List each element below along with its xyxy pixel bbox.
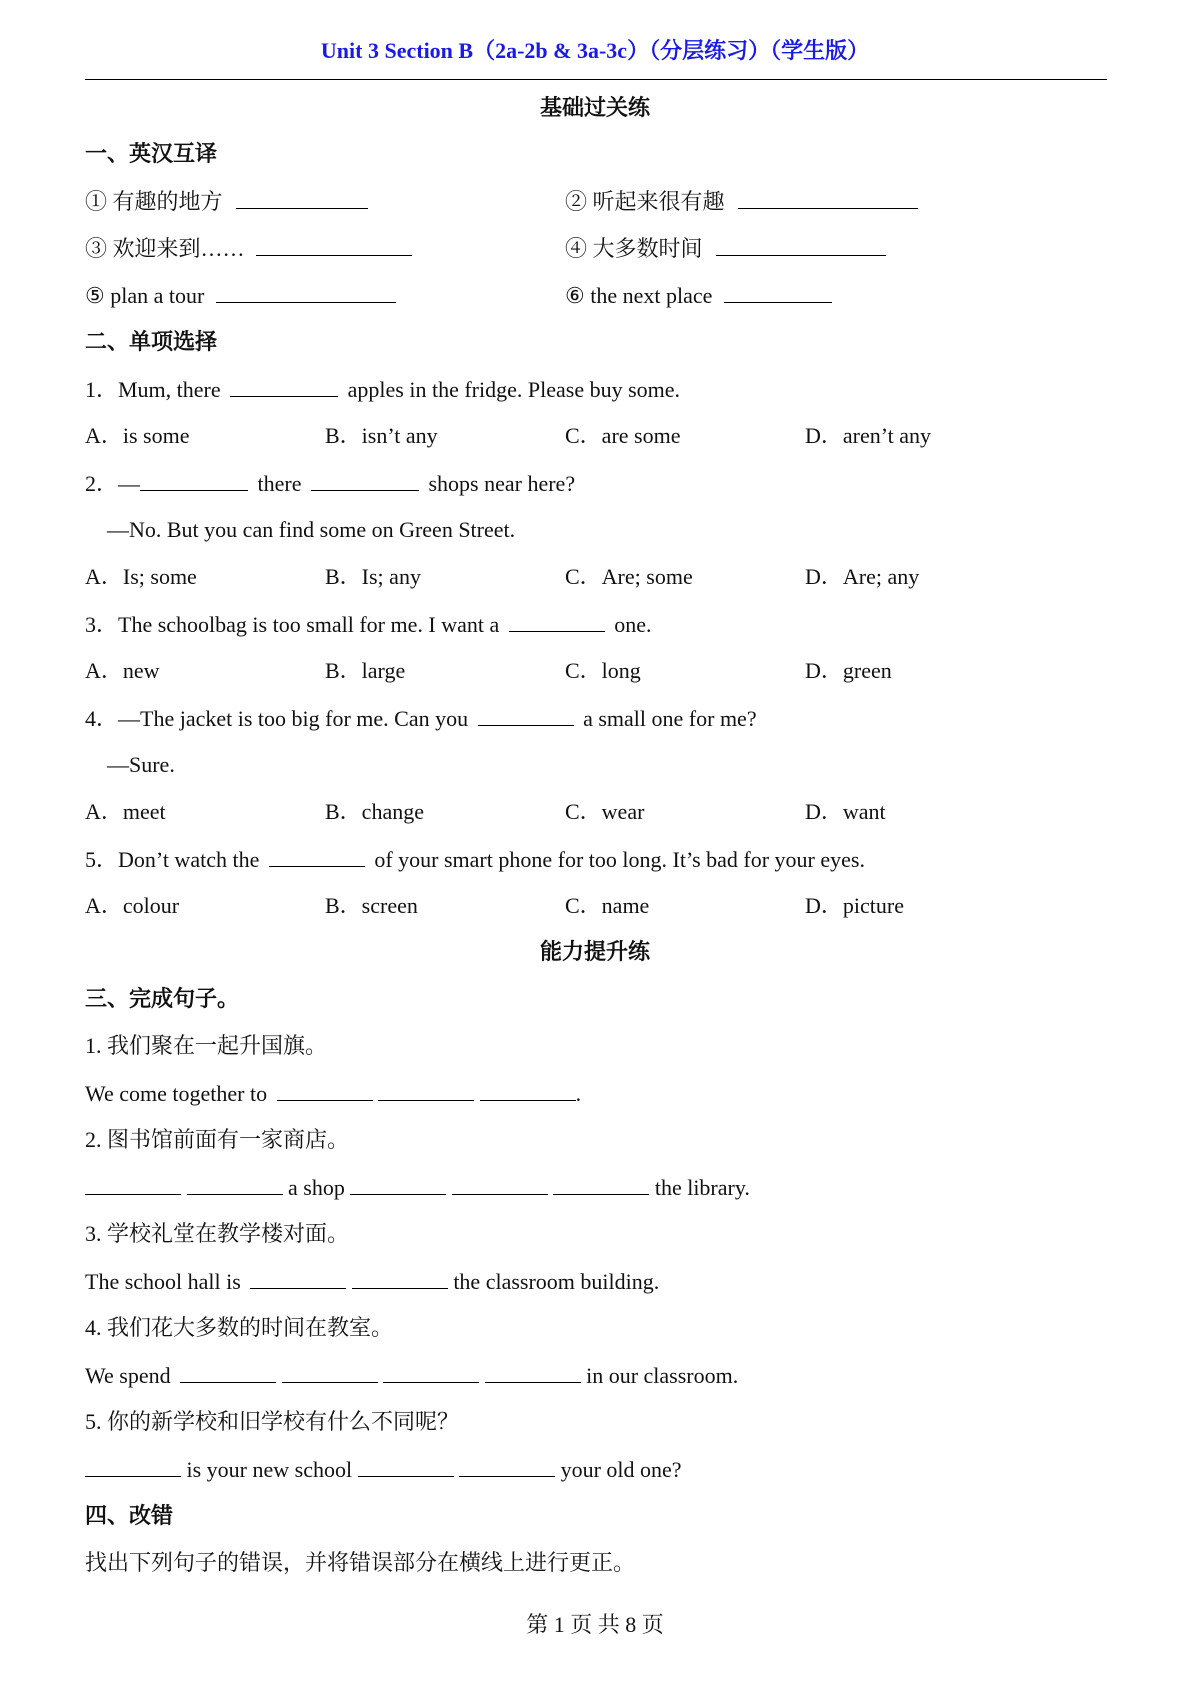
q2-option-b[interactable]: B．Is; any xyxy=(325,564,421,589)
document-title: Unit 3 Section B（2a-2b & 3a-3c）（分层练习）（学生版） xyxy=(320,38,870,63)
answer-blank[interactable] xyxy=(352,1266,448,1289)
sentence-1-english: We come together to . xyxy=(85,1078,581,1109)
header-divider xyxy=(85,79,1107,80)
q2-option-d[interactable]: D．Are; any xyxy=(805,564,920,589)
answer-blank[interactable] xyxy=(724,280,832,303)
answer-blank[interactable] xyxy=(383,1360,479,1383)
q5-option-d[interactable]: D．picture xyxy=(805,893,904,918)
q1-option-b[interactable]: B．isn’t any xyxy=(325,423,438,448)
section4-instruction: 找出下列句子的错误，并将错误部分在横线上进行更正。 xyxy=(85,1550,636,1575)
answer-blank[interactable] xyxy=(250,1266,346,1289)
sentence-4-english: We spend in our classroom. xyxy=(85,1360,738,1391)
answer-blank[interactable] xyxy=(452,1172,548,1195)
answer-blank[interactable] xyxy=(277,1078,373,1101)
sentence-2-english: a shop the library. xyxy=(85,1172,750,1203)
answer-blank[interactable] xyxy=(378,1078,474,1101)
answer-blank[interactable] xyxy=(485,1360,581,1383)
answer-blank[interactable] xyxy=(256,233,412,256)
answer-blank[interactable] xyxy=(216,280,396,303)
q5-option-a[interactable]: A．colour xyxy=(85,893,180,918)
translation-item-2: ② 听起来很有趣 xyxy=(565,186,918,217)
q3-option-a[interactable]: A．new xyxy=(85,658,160,683)
answer-blank[interactable] xyxy=(358,1454,454,1477)
q3-option-c[interactable]: C．long xyxy=(565,658,641,683)
q2-option-c[interactable]: C．Are; some xyxy=(565,564,693,589)
answer-blank[interactable] xyxy=(140,468,248,491)
answer-blank[interactable] xyxy=(180,1360,276,1383)
answer-blank[interactable] xyxy=(311,468,419,491)
answer-blank[interactable] xyxy=(85,1172,181,1195)
page-number: 第 1 页 共 8 页 xyxy=(526,1612,664,1637)
sentence-1-chinese: 1. 我们聚在一起升国旗。 xyxy=(85,1033,328,1058)
sentence-3-english: The school hall is the classroom building. xyxy=(85,1266,659,1297)
part-heading-advanced: 能力提升练 xyxy=(539,939,650,964)
translation-item-6: ⑥ the next place xyxy=(565,280,832,311)
q1-option-c[interactable]: C．are some xyxy=(565,423,681,448)
answer-blank[interactable] xyxy=(350,1172,446,1195)
section2-title: 二、单项选择 xyxy=(85,329,218,354)
sentence-2-chinese: 2. 图书馆前面有一家商店。 xyxy=(85,1127,350,1152)
q4-option-d[interactable]: D．want xyxy=(805,799,886,824)
q4-option-a[interactable]: A．meet xyxy=(85,799,166,824)
q3-option-d[interactable]: D．green xyxy=(805,658,892,683)
section1-title: 一、英汉互译 xyxy=(85,141,218,166)
section4-title: 四、改错 xyxy=(85,1503,174,1528)
q1-option-a[interactable]: A．is some xyxy=(85,423,190,448)
q1-option-d[interactable]: D．aren’t any xyxy=(805,423,932,448)
answer-blank[interactable] xyxy=(85,1454,181,1477)
answer-blank[interactable] xyxy=(553,1172,649,1195)
part-heading-basic: 基础过关练 xyxy=(539,95,650,120)
answer-blank[interactable] xyxy=(230,374,338,397)
translation-item-1: ① 有趣的地方 xyxy=(85,186,368,217)
q2-option-a[interactable]: A．Is; some xyxy=(85,564,197,589)
answer-blank[interactable] xyxy=(716,233,886,256)
question-2: 2．— there shops near here? xyxy=(85,468,575,499)
answer-blank[interactable] xyxy=(480,1078,576,1101)
q4-option-b[interactable]: B．change xyxy=(325,799,424,824)
sentence-4-chinese: 4. 我们花大多数的时间在教室。 xyxy=(85,1315,394,1340)
answer-blank[interactable] xyxy=(236,186,368,209)
section3-title: 三、完成句子。 xyxy=(85,986,240,1011)
sentence-3-chinese: 3. 学校礼堂在教学楼对面。 xyxy=(85,1221,350,1246)
sentence-5-english: is your new school your old one? xyxy=(85,1454,682,1485)
q4-option-c[interactable]: C．wear xyxy=(565,799,645,824)
translation-item-3: ③ 欢迎来到…… xyxy=(85,233,412,264)
answer-blank[interactable] xyxy=(478,703,574,726)
question-3: 3．The schoolbag is too small for me. I want a one. xyxy=(85,609,652,640)
question-5: 5．Don’t watch the of your smart phone for too long. It’s bad for your eyes. xyxy=(85,844,865,875)
q5-option-c[interactable]: C．name xyxy=(565,893,650,918)
question-4: 4．—The jacket is too big for me. Can you a small one for me? xyxy=(85,703,757,734)
q5-option-b[interactable]: B．screen xyxy=(325,893,418,918)
q3-option-b[interactable]: B．large xyxy=(325,658,406,683)
answer-blank[interactable] xyxy=(282,1360,378,1383)
answer-blank[interactable] xyxy=(738,186,918,209)
answer-blank[interactable] xyxy=(187,1172,283,1195)
question-1: 1．Mum, there apples in the fridge. Please buy some. xyxy=(85,374,680,405)
answer-blank[interactable] xyxy=(269,844,365,867)
answer-blank[interactable] xyxy=(509,609,605,632)
question-2-reply: —No. But you can find some on Green Street. xyxy=(107,517,516,542)
translation-item-5: ⑤ plan a tour xyxy=(85,280,396,311)
translation-item-4: ④ 大多数时间 xyxy=(565,233,886,264)
question-4-reply: —Sure. xyxy=(107,752,175,777)
answer-blank[interactable] xyxy=(459,1454,555,1477)
sentence-5-chinese: 5. 你的新学校和旧学校有什么不同呢？ xyxy=(85,1409,460,1434)
